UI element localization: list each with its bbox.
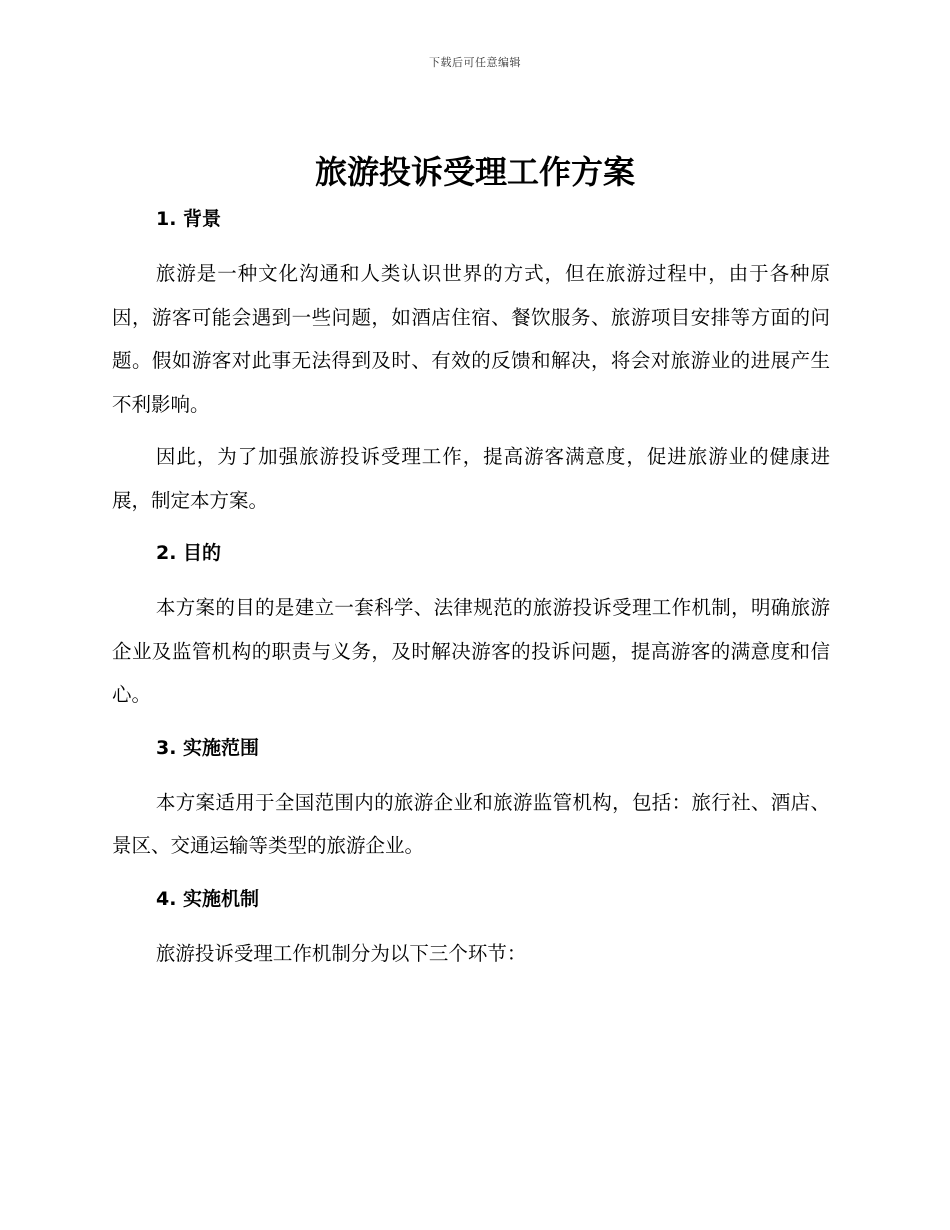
section-heading-background: 1. 背景 — [156, 208, 222, 230]
paragraph-mechanism-1: 旅游投诉受理工作机制分为以下三个环节： — [155, 941, 527, 965]
paragraph-background-1: 旅游是一种文化沟通和人类认识世界的方式，但在旅游过程中，由于各种原因，游客可能会遇到一些问题，如酒店住宿、餐饮服务、旅游项目安排等方面的问题。假如游客对此事无法得到及时、有效的反馈和解决，将会对旅游业的进展产生不利影响。 — [112, 262, 830, 416]
document-body — [112, 202, 830, 975]
paragraph-background-2: 因此，为了加强旅游投诉受理工作，提高游客满意度，促进旅游业的健康进展，制定本方案。 — [112, 445, 830, 512]
paragraph-purpose-1: 本方案的目的是建立一套科学、法律规范的旅游投诉受理工作机制，明确旅游企业及监管机构的职责与义务，及时解决游客的投诉问题，提高游客的满意度和信心。 — [112, 596, 830, 706]
paragraph-scope-1: 本方案适用于全国范围内的旅游企业和旅游监管机构，包括：旅行社、酒店、景区、交通运输等类型的旅游企业。 — [112, 790, 830, 857]
document-title: 旅游投诉受理工作方案 — [314, 153, 635, 191]
header-note: 下载后可任意编辑 — [429, 56, 521, 69]
section-heading-purpose: 2. 目的 — [156, 542, 222, 564]
section-heading-scope: 3. 实施范围 — [156, 736, 260, 759]
section-heading-mechanism: 4. 实施机制 — [156, 887, 260, 910]
